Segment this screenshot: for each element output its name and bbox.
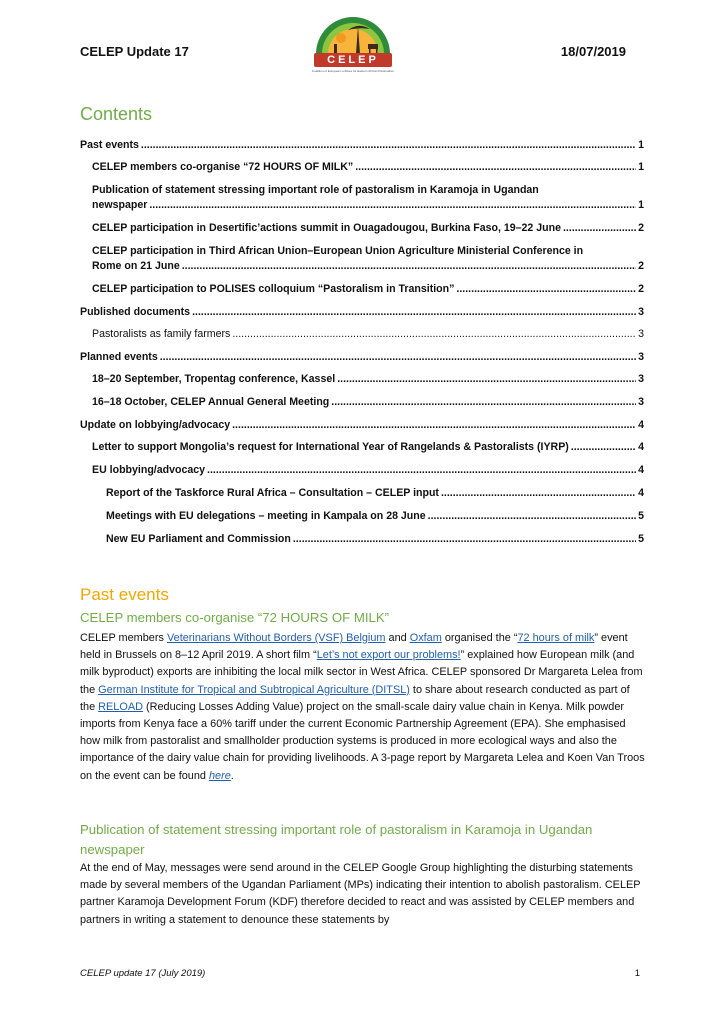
celep-logo [308, 14, 398, 72]
header-title: CELEP Update 17 [80, 44, 189, 59]
paragraph: At the end of May, messages were send around in the CELEP Google Group highlighting the disturbing statements made by several members of the Ugandan Parliament (MPs) indicating their intention to abolish pastoralism. CELEP partner Karamoja Development Forum (KDF) therefore decided to react and was assisted by CELEP members and partners in writing a statement to denounce these statements by [80, 862, 641, 926]
72-hours-link[interactable]: 72 hours of milk [517, 632, 595, 644]
toc-page-number: 4 [638, 441, 644, 453]
paragraph [80, 630, 646, 785]
subsection-title: Publication of statement stressing important role of pastoralism in Karamoja in Ugandan newspaper [80, 822, 593, 857]
toc-leader [192, 305, 636, 320]
toc-entry-text: CELEP participation in Desertific’actions summit in Ouagadougou, Burkina Faso, 19–22 June [92, 222, 561, 234]
toc-leader [141, 138, 636, 153]
toc-entry[interactable] [80, 327, 644, 342]
toc-entry[interactable] [80, 221, 644, 236]
page-number: 1 [634, 968, 640, 979]
toc-page-number: 2 [638, 222, 644, 234]
report-link[interactable]: here [208, 769, 231, 782]
toc-entry-text: Published documents [80, 306, 191, 318]
toc-leader [207, 463, 636, 478]
toc-page-number: 3 [638, 328, 644, 340]
toc-page-number: 4 [638, 464, 644, 476]
toc-entry[interactable] [80, 395, 644, 410]
logo-text: CELEP [327, 54, 379, 66]
text-span: (Reducing Losses Adding Value) project on the small-scale dairy value chain in Kenya. Milk powder imports from Kenya face a 60% tariff under the current Economic Partnership Agreement (EPA). She emphasised how milk from pastoralist and smallholder production systems is produced in more ecological ways and also the importance of the dairy value chain for providing livelihoods. A 3-page report by Margareta Lelea and Koen Van Troos on the event can be found [80, 700, 645, 782]
toc-entry-text: Publication of statement stressing important role of pastoralism in Karamoja in Ugandan [92, 184, 539, 196]
toc-entry-text: Letter to support Mongolia’s request for International Year of Rangelands & Pastoralists (IYRP) [92, 441, 569, 453]
text-span: ” explained how European milk (and milk byproduct) exports are inhibiting the local milk sector in West Africa. CELEP sponsored Dr Margareta Lelea from the [80, 649, 643, 696]
toc-leader [182, 259, 636, 274]
toc-entry-text: Rome on 21 June [92, 260, 180, 272]
toc-leader [232, 327, 636, 342]
toc-leader [160, 350, 636, 365]
toc-page-number: 3 [638, 396, 644, 408]
footer-label: CELEP update 17 (July 2019) [80, 968, 206, 979]
toc-page-number: 4 [638, 487, 644, 499]
toc-page-number: 2 [638, 283, 644, 295]
toc-entry-text: 18–20 September, Tropentag conference, Kassel [92, 373, 336, 385]
toc-entry-text: CELEP members co-organise “72 HOURS OF MILK” [92, 161, 354, 173]
subsection-title: CELEP members co-organise “72 HOURS OF MILK” [80, 610, 390, 625]
film-link[interactable]: Let’s not export our problems! [316, 649, 461, 662]
toc-leader [456, 282, 636, 297]
toc-entry-text: Past events [80, 139, 139, 151]
toc-entry[interactable] [80, 138, 644, 153]
toc-entry-text: New EU Parliament and Commission [106, 533, 291, 545]
text-span: . [230, 769, 234, 782]
toc-entry-text: Update on lobbying/advocacy [80, 419, 231, 431]
toc-leader [337, 372, 636, 387]
toc-leader [428, 509, 636, 524]
toc-leader [355, 160, 636, 175]
text-span: organised the “ [441, 632, 518, 644]
toc-leader [149, 198, 636, 213]
toc-entry-text: CELEP participation in Third African Union–European Union Agriculture Ministerial Conference in [92, 245, 584, 257]
toc-entry[interactable] [80, 244, 644, 274]
section-title: Past events [80, 585, 169, 604]
toc-page-number: 1 [638, 139, 644, 151]
toc-entry-text: Pastoralists as family farmers [92, 328, 231, 340]
toc-page-number: 1 [638, 161, 644, 173]
toc-entry[interactable] [80, 372, 644, 387]
toc-leader [441, 486, 636, 501]
toc-entry[interactable] [80, 282, 644, 297]
toc-entry-text: 16–18 October, CELEP Annual General Meeting [92, 396, 330, 408]
vsf-link[interactable]: Veterinarians Without Borders (VSF) Belgium [166, 632, 386, 644]
toc-entry[interactable] [80, 463, 644, 478]
toc-entry-text: Planned events [80, 351, 158, 363]
text-span: CELEP members [80, 632, 167, 644]
table-of-contents [80, 138, 644, 555]
toc-leader [232, 418, 636, 433]
toc-entry[interactable] [80, 305, 644, 320]
toc-page-number: 3 [638, 373, 644, 385]
toc-page-number: 5 [638, 533, 644, 545]
toc-entry[interactable] [80, 418, 644, 433]
logo-tagline: Coalition of European Lobbies for Eastern African Pastoralism [311, 69, 395, 73]
toc-entry[interactable] [80, 532, 644, 547]
header-date: 18/07/2019 [560, 44, 626, 59]
toc-entry[interactable] [80, 160, 644, 175]
toc-page-number: 1 [638, 199, 644, 211]
toc-entry-text: EU lobbying/advocacy [92, 464, 206, 476]
toc-page-number: 3 [638, 306, 644, 318]
toc-entry[interactable] [80, 183, 644, 213]
toc-entry-text: CELEP participation to POLISES colloquium “Pastoralism in Transition” [92, 283, 455, 295]
toc-entry-text: Report of the Taskforce Rural Africa – Consultation – CELEP input [106, 487, 439, 499]
toc-page-number: 5 [638, 510, 644, 522]
text-span: and [385, 632, 410, 644]
toc-entry-text: newspaper [92, 199, 148, 211]
contents-heading: Contents [80, 104, 153, 124]
text-span: ” event held in Brussels on 8–12 April 2019. A short film “ [80, 632, 628, 662]
toc-page-number: 3 [638, 351, 644, 363]
reload-link[interactable]: RELOAD [98, 700, 143, 713]
toc-entry-text: Meetings with EU delegations – meeting in Kampala on 28 June [106, 510, 426, 522]
toc-entry[interactable] [80, 486, 644, 501]
toc-entry[interactable] [80, 440, 644, 455]
toc-entry[interactable] [80, 350, 644, 365]
ditsl-link[interactable]: German Institute for Tropical and Subtropical Agriculture (DITSL) [98, 683, 410, 696]
toc-leader [293, 532, 636, 547]
toc-leader [563, 221, 636, 236]
toc-page-number: 2 [638, 260, 644, 272]
toc-leader [571, 440, 636, 455]
oxfam-link[interactable]: Oxfam [409, 632, 442, 644]
toc-leader [331, 395, 636, 410]
text-span: to share about research conducted as part of the [80, 683, 630, 713]
toc-page-number: 4 [638, 419, 644, 431]
toc-entry[interactable] [80, 509, 644, 524]
